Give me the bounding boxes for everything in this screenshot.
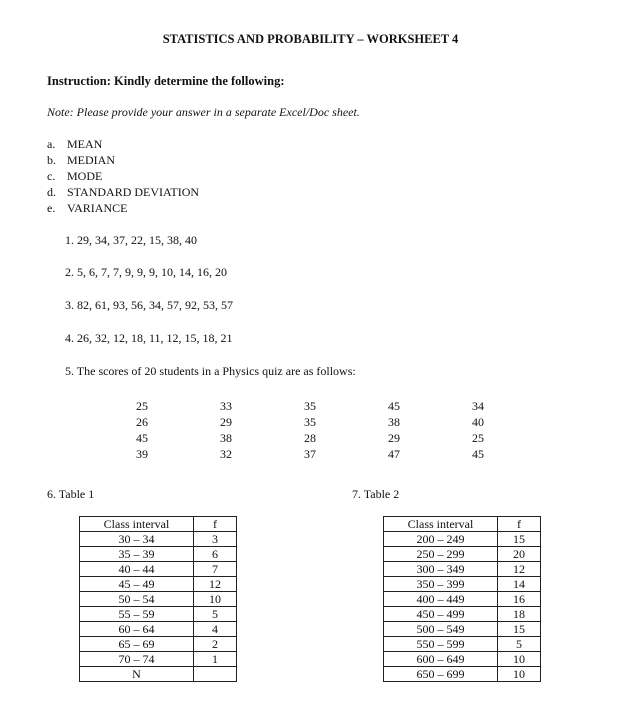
score-cell: 28 (304, 431, 316, 445)
table-total-row (80, 667, 237, 682)
score-cell: 38 (220, 431, 232, 445)
table-row (384, 577, 541, 592)
score-cell: 35 (304, 415, 316, 429)
header-class-interval: Class interval (384, 517, 498, 532)
frequency-cell: 15 (498, 532, 541, 547)
table-row (80, 622, 237, 637)
class-interval-cell: 500 – 549 (384, 622, 498, 637)
class-interval-cell: 60 – 64 (80, 622, 194, 637)
frequency-cell: 10 (194, 592, 237, 607)
frequency-cell: 7 (194, 562, 237, 577)
frequency-cell: 2 (194, 637, 237, 652)
frequency-cell: 10 (498, 652, 541, 667)
option-item (47, 184, 199, 200)
class-interval-cell: 65 – 69 (80, 637, 194, 652)
frequency-cell: 4 (194, 622, 237, 637)
total-value-cell (194, 667, 237, 682)
frequency-cell: 15 (498, 622, 541, 637)
option-letter: e. (47, 201, 56, 215)
score-cell: 47 (388, 447, 400, 461)
option-letter: c. (47, 169, 56, 183)
options-list (47, 136, 199, 216)
frequency-cell: 20 (498, 547, 541, 562)
score-cell: 34 (472, 399, 484, 413)
frequency-cell: 1 (194, 652, 237, 667)
score-cell: 45 (388, 399, 400, 413)
frequency-cell: 16 (498, 592, 541, 607)
header-f: f (498, 517, 541, 532)
option-text: STANDARD DEVIATION (67, 185, 200, 199)
problem-2: 2. 5, 6, 7, 7, 9, 9, 9, 10, 14, 16, 20 (65, 265, 227, 279)
score-cell: 45 (472, 447, 484, 461)
table-header-row (80, 517, 237, 532)
frequency-cell: 5 (194, 607, 237, 622)
score-cell: 29 (388, 431, 400, 445)
table-row (384, 562, 541, 577)
class-interval-cell: 45 – 49 (80, 577, 194, 592)
table-row (384, 637, 541, 652)
class-interval-cell: 70 – 74 (80, 652, 194, 667)
table-row (384, 547, 541, 562)
table-row (80, 592, 237, 607)
option-letter: a. (47, 137, 56, 151)
option-item (47, 152, 199, 168)
frequency-cell: 6 (194, 547, 237, 562)
total-label-cell: N (80, 667, 194, 682)
score-cell: 37 (304, 447, 316, 461)
table-row (384, 592, 541, 607)
scores-row (100, 398, 520, 414)
table-row (80, 532, 237, 547)
score-cell: 38 (388, 415, 400, 429)
class-interval-cell: 35 – 39 (80, 547, 194, 562)
table2 (383, 516, 541, 682)
frequency-cell: 5 (498, 637, 541, 652)
frequency-cell: 12 (498, 562, 541, 577)
frequency-cell: 10 (498, 667, 541, 682)
table1 (79, 516, 237, 682)
score-cell: 26 (136, 415, 148, 429)
scores-row (100, 430, 520, 446)
option-letter: b. (47, 153, 56, 167)
table1-caption: 6. Table 1 (47, 487, 95, 501)
class-interval-cell: 50 – 54 (80, 592, 194, 607)
class-interval-cell: 350 – 399 (384, 577, 498, 592)
class-interval-cell: 250 – 299 (384, 547, 498, 562)
option-item (47, 200, 199, 216)
table-row (80, 547, 237, 562)
class-interval-cell: 30 – 34 (80, 532, 194, 547)
table-row (80, 652, 237, 667)
header-f: f (194, 517, 237, 532)
score-cell: 39 (136, 447, 148, 461)
option-text: MEDIAN (67, 153, 115, 167)
option-text: MODE (67, 169, 103, 183)
table-row (384, 622, 541, 637)
problem-4: 4. 26, 32, 12, 18, 11, 12, 15, 18, 21 (65, 331, 233, 345)
score-cell: 29 (220, 415, 232, 429)
instruction-text: Instruction: Kindly determine the following: (47, 74, 285, 88)
table-row (80, 607, 237, 622)
scores-grid (100, 398, 520, 462)
score-cell: 32 (220, 447, 232, 461)
table-row (384, 667, 541, 682)
table-row (80, 637, 237, 652)
score-cell: 35 (304, 399, 316, 413)
score-cell: 40 (472, 415, 484, 429)
score-cell: 45 (136, 431, 148, 445)
class-interval-cell: 600 – 649 (384, 652, 498, 667)
table-row (80, 577, 237, 592)
class-interval-cell: 400 – 449 (384, 592, 498, 607)
scores-row (100, 446, 520, 462)
option-item (47, 136, 199, 152)
problem-1: 1. 29, 34, 37, 22, 15, 38, 40 (65, 233, 197, 247)
score-cell: 25 (472, 431, 484, 445)
score-cell: 33 (220, 399, 232, 413)
score-cell: 25 (136, 399, 148, 413)
table2-caption: 7. Table 2 (352, 487, 400, 501)
table-header-row (384, 517, 541, 532)
table-row (80, 562, 237, 577)
scores-row (100, 414, 520, 430)
frequency-cell: 14 (498, 577, 541, 592)
class-interval-cell: 40 – 44 (80, 562, 194, 577)
class-interval-cell: 450 – 499 (384, 607, 498, 622)
class-interval-cell: 300 – 349 (384, 562, 498, 577)
frequency-cell: 3 (194, 532, 237, 547)
option-letter: d. (47, 185, 56, 199)
class-interval-cell: 200 – 249 (384, 532, 498, 547)
table-row (384, 652, 541, 667)
class-interval-cell: 550 – 599 (384, 637, 498, 652)
class-interval-cell: 650 – 699 (384, 667, 498, 682)
frequency-cell: 12 (194, 577, 237, 592)
frequency-cell: 18 (498, 607, 541, 622)
problem-5: 5. The scores of 20 students in a Physics quiz are as follows: (65, 364, 356, 378)
worksheet-title: STATISTICS AND PROBABILITY – WORKSHEET 4 (162, 32, 459, 46)
option-text: MEAN (67, 137, 103, 151)
problem-3: 3. 82, 61, 93, 56, 34, 57, 92, 53, 57 (65, 298, 233, 312)
header-class-interval: Class interval (80, 517, 194, 532)
option-item (47, 168, 199, 184)
note-text: Note: Please provide your answer in a separate Excel/Doc sheet. (47, 105, 360, 119)
option-text: VARIANCE (67, 201, 128, 215)
class-interval-cell: 55 – 59 (80, 607, 194, 622)
table-row (384, 532, 541, 547)
table-row (384, 607, 541, 622)
